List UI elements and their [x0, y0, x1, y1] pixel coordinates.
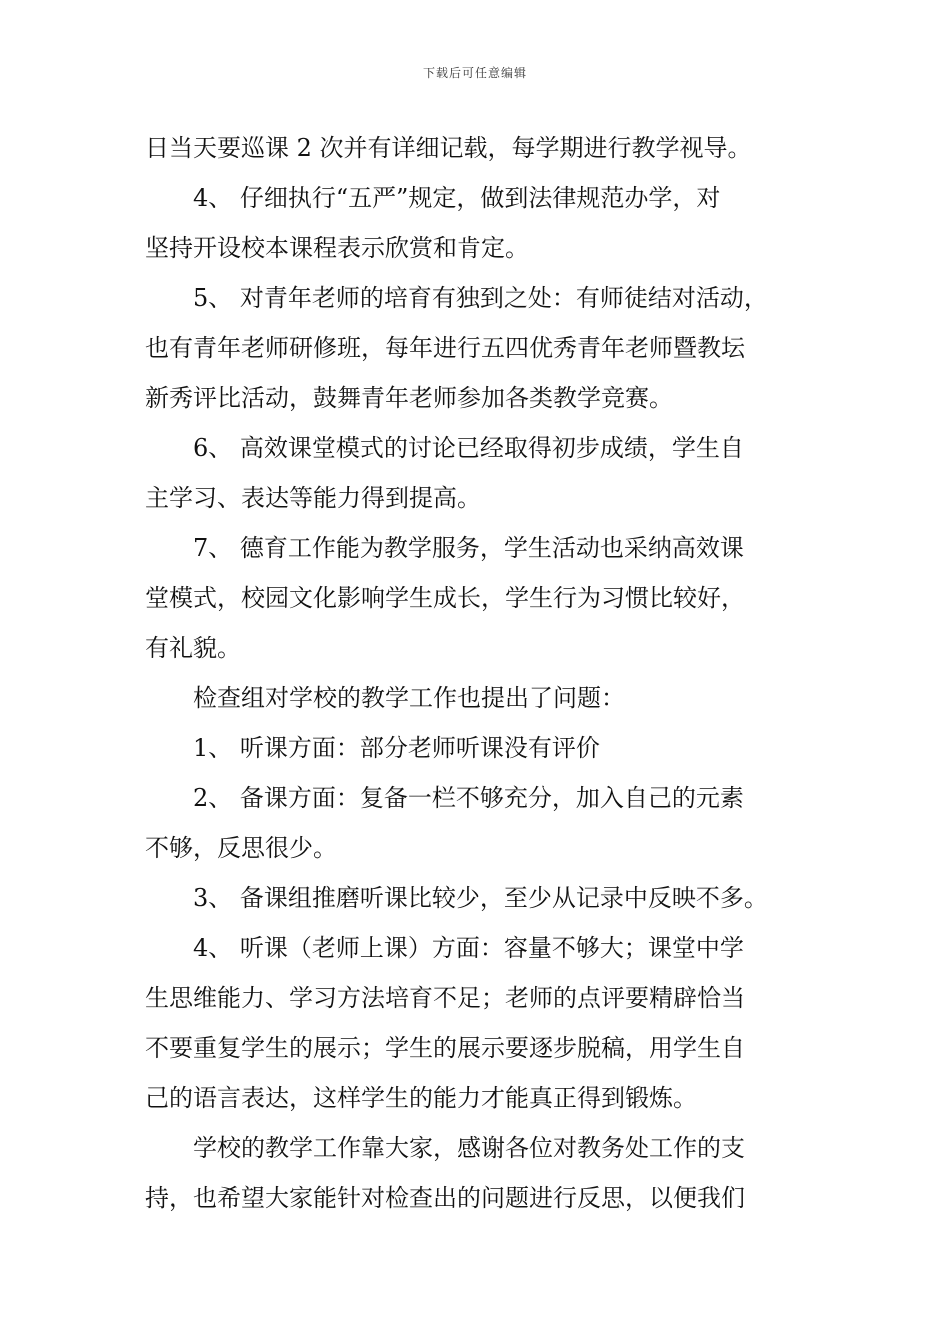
body-line: 有礼貌。: [145, 634, 241, 662]
body-line: 1、 听课方面：部分老师听课没有评价: [145, 734, 600, 762]
body-line: 主学习、表达等能力得到提高。: [145, 484, 481, 512]
page-header-watermark: 下载后可任意编辑: [422, 66, 527, 80]
body-line: 生思维能力、学习方法培育不足；老师的点评要精辟恰当: [145, 984, 745, 1012]
body-line: 也有青年老师研修班，每年进行五四优秀青年老师暨教坛: [145, 334, 745, 362]
body-line: 7、 德育工作能为教学服务，学生活动也采纳高效课: [145, 534, 744, 562]
body-line: 持，也希望大家能针对检查出的问题进行反思，以便我们: [145, 1184, 745, 1212]
body-line: 日当天要巡课 2 次并有详细记载，每学期进行教学视导。: [145, 134, 752, 162]
body-line: 4、 听课（老师上课）方面：容量不够大；课堂中学: [145, 934, 744, 962]
body-line: 新秀评比活动，鼓舞青年老师参加各类教学竞赛。: [145, 384, 673, 412]
body-line: 3、 备课组推磨听课比较少，至少从记录中反映不多。: [145, 884, 768, 912]
body-line: 不要重复学生的展示；学生的展示要逐步脱稿，用学生自: [145, 1034, 745, 1062]
body-line: 2、 备课方面：复备一栏不够充分，加入自己的元素: [145, 784, 744, 812]
body-line: 4、 仔细执行“五严”规定，做到法律规范办学，对: [145, 184, 721, 212]
body-line: 堂模式，校园文化影响学生成长，学生行为习惯比较好，: [145, 584, 745, 612]
body-line: 学校的教学工作靠大家，感谢各位对教务处工作的支: [145, 1134, 745, 1162]
body-line: 己的语言表达，这样学生的能力才能真正得到锻炼。: [145, 1084, 697, 1112]
body-line: 6、 高效课堂模式的讨论已经取得初步成绩，学生自: [145, 434, 744, 462]
body-line: 5、 对青年老师的培育有独到之处：有师徒结对活动，: [145, 284, 768, 312]
body-line: 检查组对学校的教学工作也提出了问题：: [145, 684, 625, 712]
body-line: 不够，反思很少。: [145, 834, 337, 862]
body-line: 坚持开设校本课程表示欣赏和肯定。: [145, 234, 529, 262]
